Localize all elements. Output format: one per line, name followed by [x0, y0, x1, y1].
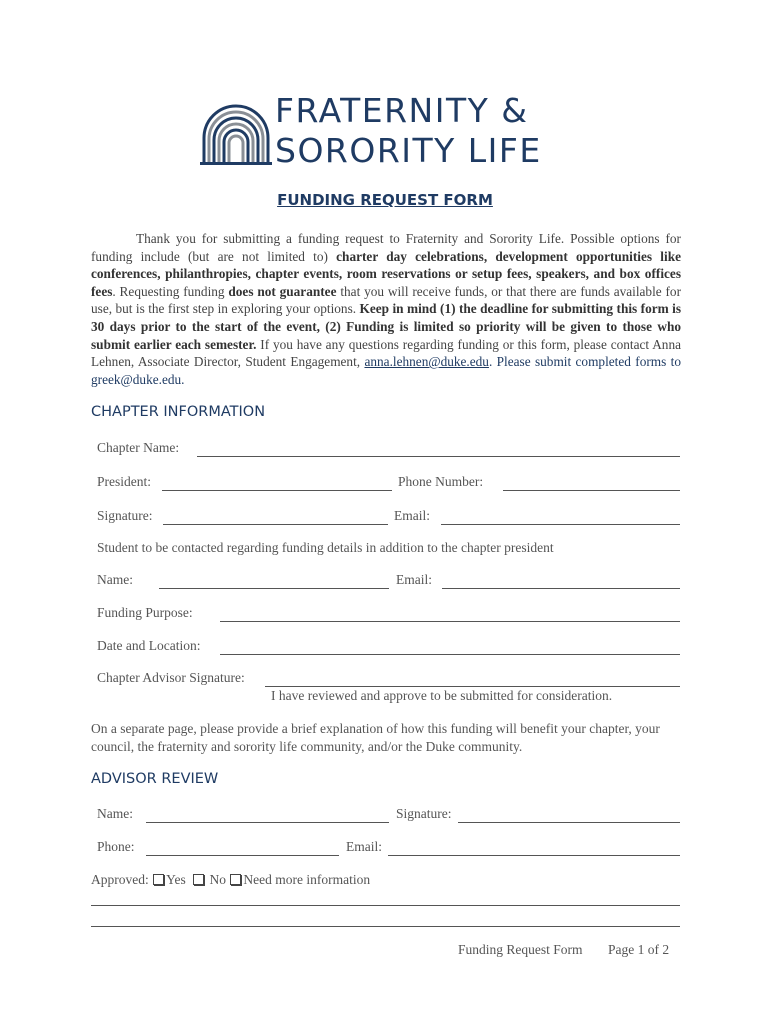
- contact-name-label: Name:: [97, 572, 133, 587]
- footer-page-number: Page 1 of 2: [608, 942, 670, 957]
- email-field[interactable]: [441, 524, 680, 525]
- logo-text-line2: SORORITY LIFE: [275, 131, 542, 170]
- advisor-phone-label: Phone:: [97, 839, 135, 854]
- chapter-name-label: Chapter Name:: [97, 440, 180, 455]
- yes-option-label: Yes: [166, 872, 186, 887]
- signature-label: Signature:: [97, 508, 153, 523]
- advisor-signature-label: Chapter Advisor Signature:: [97, 670, 245, 685]
- contact-email-label: Email:: [396, 572, 432, 587]
- president-field[interactable]: [162, 490, 392, 491]
- no-checkbox[interactable]: [193, 874, 204, 885]
- phone-number-field[interactable]: [503, 490, 680, 491]
- contact-name-field[interactable]: [159, 588, 389, 589]
- advisor-review-heading: ADVISOR REVIEW: [91, 771, 219, 787]
- email-label: Email:: [394, 508, 430, 523]
- contact-email-link[interactable]: anna.lehnen@duke.edu: [364, 354, 489, 370]
- explanation-paragraph: On a separate page, please provide a brief explanation of how this funding will benefit your chapter, your council, the fraternity and sorority life community, and/or the Duke community.: [91, 721, 660, 754]
- contact-email-field[interactable]: [442, 588, 680, 589]
- no-option-label: No: [209, 872, 227, 887]
- comment-line-2[interactable]: [91, 926, 680, 927]
- comment-line-1[interactable]: [91, 905, 680, 906]
- logo-text-line1: FRATERNITY &: [275, 91, 529, 130]
- approved-row: [91, 872, 370, 888]
- footer-form-name: Funding Request Form: [458, 942, 583, 957]
- funding-purpose-field[interactable]: [220, 621, 680, 622]
- need-more-info-label: Need more information: [243, 872, 371, 887]
- arch-logo-icon: [200, 96, 272, 166]
- need-more-info-checkbox[interactable]: [230, 874, 241, 885]
- approved-label: Approved:: [91, 872, 149, 887]
- phone-number-label: Phone Number:: [398, 474, 484, 489]
- advisor-signature-review-field[interactable]: [458, 822, 680, 823]
- advisor-signature-field[interactable]: [265, 686, 680, 687]
- advisor-email-label: Email:: [346, 839, 382, 854]
- date-location-field[interactable]: [220, 654, 680, 655]
- date-location-label: Date and Location:: [97, 638, 201, 653]
- yes-checkbox[interactable]: [153, 874, 164, 885]
- funding-purpose-label: Funding Purpose:: [97, 605, 193, 620]
- advisor-email-field[interactable]: [388, 855, 680, 856]
- chapter-info-heading: CHAPTER INFORMATION: [91, 404, 266, 420]
- advisor-phone-field[interactable]: [146, 855, 339, 856]
- intro-paragraph: Thank you for submitting a funding request to Fraternity and Sorority Life. Possible options for funding include (but are not limited to) charter day celebrations, development opportunities like conferences, philanthropies, chapter events, room reservations or setup fees, speakers, and box offices fees. Requesting funding does not guarantee that you will receive funds, or that there are funds available for use, but is the first step in exploring your options. Keep in mind (1) the deadline for submitting this form is 30 days prior to the start of the event, (2) Funding is limited so priority will be given to those who submit earlier each semester. If you have any questions regarding funding or this form, please contact Anna Lehnen, Associate Director, Student Engagement, anna.lehnen@duke.edu. Please submit completed forms to greek@duke.edu.: [91, 231, 682, 387]
- advisor-signature-review-label: Signature:: [396, 806, 452, 821]
- signature-field[interactable]: [163, 524, 388, 525]
- advisor-name-field[interactable]: [146, 822, 389, 823]
- advisor-name-label: Name:: [97, 806, 133, 821]
- chapter-name-field[interactable]: [197, 456, 680, 457]
- advisor-approval-note: I have reviewed and approve to be submitted for consideration.: [271, 688, 613, 703]
- president-label: President:: [97, 474, 151, 489]
- form-title: FUNDING REQUEST FORM: [277, 191, 493, 209]
- contact-note: Student to be contacted regarding funding details in addition to the chapter president: [97, 540, 554, 555]
